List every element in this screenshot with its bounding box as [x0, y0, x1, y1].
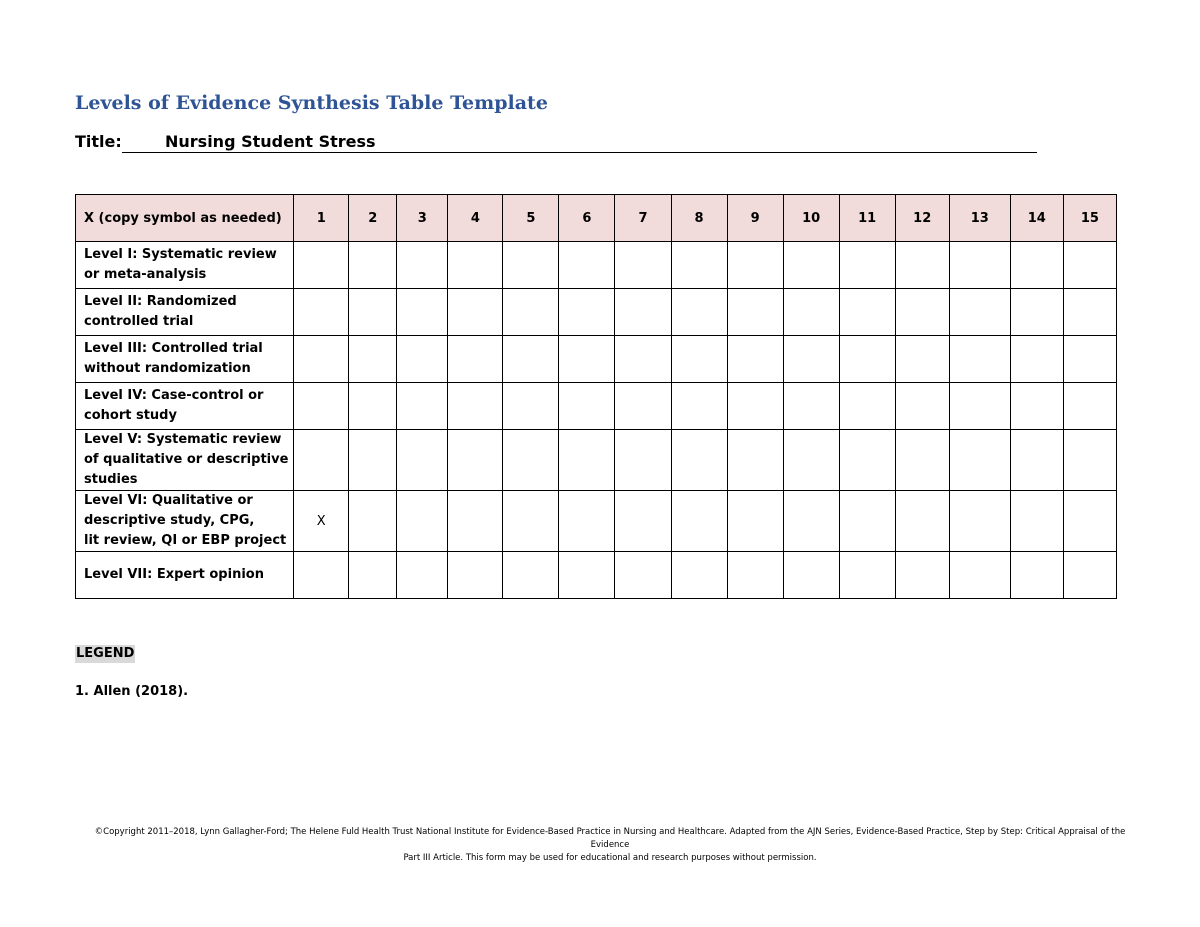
evidence-mark-cell[interactable]: [503, 383, 559, 430]
evidence-mark-cell[interactable]: [895, 552, 949, 599]
evidence-mark-cell[interactable]: [727, 430, 783, 491]
evidence-mark-cell[interactable]: [1063, 383, 1116, 430]
evidence-mark-cell[interactable]: [783, 491, 839, 552]
evidence-mark-cell[interactable]: [1063, 552, 1116, 599]
evidence-mark-cell[interactable]: [949, 552, 1010, 599]
evidence-level-line: Level I: Systematic review: [84, 247, 277, 262]
evidence-mark-cell[interactable]: [671, 383, 727, 430]
evidence-mark-cell[interactable]: [503, 289, 559, 336]
evidence-mark-cell[interactable]: [1010, 430, 1063, 491]
header-column-13: 13: [949, 195, 1010, 242]
evidence-level-line: Level VII: Expert opinion: [84, 567, 264, 582]
evidence-level-line: Level IV: Case-control or: [84, 388, 264, 403]
evidence-level-label: [76, 430, 294, 491]
header-column-12: 12: [895, 195, 949, 242]
evidence-mark-cell[interactable]: [727, 289, 783, 336]
evidence-mark-cell[interactable]: [349, 336, 397, 383]
evidence-mark-cell[interactable]: [949, 383, 1010, 430]
evidence-level-line: descriptive study, CPG,: [84, 513, 255, 528]
evidence-level-line: Level V: Systematic review: [84, 432, 282, 447]
evidence-mark-cell[interactable]: [949, 491, 1010, 552]
evidence-mark-cell[interactable]: [1010, 242, 1063, 289]
evidence-mark-cell[interactable]: [895, 242, 949, 289]
evidence-level-label: [76, 491, 294, 552]
evidence-level-line: Level II: Randomized: [84, 294, 237, 309]
evidence-level-line: lit review, QI or EBP project: [84, 533, 287, 548]
footer-line-1: ©Copyright 2011–2018, Lynn Gallagher-Ford; The Helene Fuld Health Trust National Institute for Evidence-Based Practice in Nursing and Healthcare. Adapted from the AJN Series, Evidence-Based Practice, Step by Step: Critical Appraisal of the Evidence: [94, 827, 1126, 850]
evidence-mark-cell[interactable]: [397, 491, 448, 552]
title-underline: [122, 152, 1037, 153]
evidence-mark-cell[interactable]: [671, 289, 727, 336]
evidence-mark-cell[interactable]: [1063, 289, 1116, 336]
table-row: [76, 242, 1117, 289]
evidence-synthesis-table: [75, 194, 1117, 599]
header-column-4: 4: [448, 195, 503, 242]
evidence-level-line: Level VI: Qualitative or: [84, 493, 253, 508]
evidence-mark-cell[interactable]: [1063, 242, 1116, 289]
evidence-level-label: [76, 383, 294, 430]
page-title: Levels of Evidence Synthesis Table Template: [75, 92, 548, 114]
header-column-10: 10: [783, 195, 839, 242]
evidence-mark-cell[interactable]: [671, 491, 727, 552]
evidence-level-label: [76, 289, 294, 336]
title-label: Title:: [75, 132, 122, 151]
evidence-mark-cell[interactable]: [448, 289, 503, 336]
evidence-mark-cell[interactable]: X: [294, 491, 349, 552]
evidence-mark-cell[interactable]: [559, 336, 615, 383]
header-column-3: 3: [397, 195, 448, 242]
evidence-mark-cell[interactable]: [671, 430, 727, 491]
evidence-mark-cell[interactable]: [783, 430, 839, 491]
evidence-mark-cell[interactable]: [503, 242, 559, 289]
legend-item: 1. Allen (2018).: [75, 684, 189, 699]
evidence-mark-cell[interactable]: [1010, 491, 1063, 552]
table-row: [76, 491, 1117, 552]
evidence-mark-cell[interactable]: [727, 336, 783, 383]
evidence-mark-cell[interactable]: [727, 491, 783, 552]
evidence-mark-cell[interactable]: [727, 383, 783, 430]
evidence-mark-cell[interactable]: [294, 383, 349, 430]
evidence-mark-cell[interactable]: [294, 552, 349, 599]
evidence-mark-cell[interactable]: [839, 491, 895, 552]
header-column-5: 5: [503, 195, 559, 242]
evidence-mark-cell[interactable]: [949, 242, 1010, 289]
evidence-level-line: studies: [84, 472, 138, 487]
evidence-mark-cell[interactable]: [615, 242, 671, 289]
evidence-mark-cell[interactable]: [349, 552, 397, 599]
header-column-6: 6: [559, 195, 615, 242]
evidence-mark-cell[interactable]: [615, 336, 671, 383]
evidence-mark-cell[interactable]: [397, 430, 448, 491]
evidence-mark-cell[interactable]: [615, 289, 671, 336]
evidence-mark-cell[interactable]: [949, 336, 1010, 383]
evidence-mark-cell[interactable]: [397, 289, 448, 336]
evidence-mark-cell[interactable]: [727, 552, 783, 599]
evidence-mark-cell[interactable]: [503, 336, 559, 383]
evidence-level-line: cohort study: [84, 408, 177, 423]
evidence-mark-cell[interactable]: [615, 430, 671, 491]
evidence-mark-cell[interactable]: [397, 242, 448, 289]
evidence-mark-cell[interactable]: [349, 430, 397, 491]
header-column-9: 9: [727, 195, 783, 242]
table-row: [76, 336, 1117, 383]
evidence-mark-cell[interactable]: [559, 289, 615, 336]
evidence-mark-cell[interactable]: [448, 552, 503, 599]
evidence-mark-cell[interactable]: [559, 242, 615, 289]
evidence-level-line: controlled trial: [84, 314, 194, 329]
evidence-mark-cell[interactable]: [839, 336, 895, 383]
evidence-mark-cell[interactable]: [783, 242, 839, 289]
evidence-mark-cell[interactable]: [615, 491, 671, 552]
evidence-mark-cell[interactable]: [895, 430, 949, 491]
evidence-mark-cell[interactable]: [727, 242, 783, 289]
evidence-mark-cell[interactable]: [397, 336, 448, 383]
header-first-cell: X (copy symbol as needed): [76, 195, 294, 242]
evidence-mark-cell[interactable]: [397, 383, 448, 430]
evidence-mark-cell[interactable]: [559, 430, 615, 491]
evidence-mark-cell[interactable]: [839, 242, 895, 289]
evidence-mark-cell[interactable]: [949, 430, 1010, 491]
header-column-2: 2: [349, 195, 397, 242]
evidence-mark-cell[interactable]: [895, 383, 949, 430]
evidence-mark-cell[interactable]: [1010, 552, 1063, 599]
evidence-mark-cell[interactable]: [294, 430, 349, 491]
evidence-mark-cell[interactable]: [1063, 491, 1116, 552]
title-field: [75, 132, 1037, 154]
evidence-mark-cell[interactable]: [448, 383, 503, 430]
table-body: [76, 242, 1117, 599]
evidence-mark-cell[interactable]: [895, 491, 949, 552]
evidence-mark-cell[interactable]: [559, 383, 615, 430]
evidence-mark-cell[interactable]: [839, 383, 895, 430]
evidence-mark-cell[interactable]: [949, 289, 1010, 336]
evidence-mark-cell[interactable]: [783, 336, 839, 383]
evidence-mark-cell[interactable]: [448, 491, 503, 552]
table-row: [76, 552, 1117, 599]
evidence-mark-cell[interactable]: [895, 336, 949, 383]
evidence-mark-cell[interactable]: [448, 336, 503, 383]
evidence-mark-cell[interactable]: [503, 430, 559, 491]
table-row: [76, 289, 1117, 336]
evidence-level-line: Level III: Controlled trial: [84, 341, 263, 356]
evidence-level-line: of qualitative or descriptive: [84, 452, 289, 467]
header-column-8: 8: [671, 195, 727, 242]
table-header-row: [76, 195, 1117, 242]
evidence-mark-cell[interactable]: [615, 383, 671, 430]
evidence-level-label: [76, 552, 294, 599]
evidence-mark-cell[interactable]: [783, 552, 839, 599]
title-value: Nursing Student Stress: [165, 132, 376, 151]
header-column-1: 1: [294, 195, 349, 242]
evidence-mark-cell[interactable]: [671, 242, 727, 289]
evidence-level-line: or meta-analysis: [84, 267, 207, 282]
evidence-mark-cell[interactable]: [671, 552, 727, 599]
evidence-mark-cell[interactable]: [349, 383, 397, 430]
table-row: [76, 430, 1117, 491]
evidence-mark-cell[interactable]: [349, 289, 397, 336]
footer-line-2: Part III Article. This form may be used for educational and research purposes without permission.: [403, 853, 817, 863]
evidence-mark-cell[interactable]: [783, 383, 839, 430]
evidence-mark-cell[interactable]: [559, 491, 615, 552]
evidence-mark-cell[interactable]: [895, 289, 949, 336]
evidence-mark-cell[interactable]: [349, 491, 397, 552]
evidence-mark-cell[interactable]: [503, 491, 559, 552]
evidence-mark-cell[interactable]: [1063, 430, 1116, 491]
header-column-7: 7: [615, 195, 671, 242]
evidence-mark-cell[interactable]: [294, 242, 349, 289]
evidence-mark-cell[interactable]: [397, 552, 448, 599]
evidence-mark-cell[interactable]: [839, 289, 895, 336]
copyright-footer: [75, 826, 1145, 865]
header-column-14: 14: [1010, 195, 1063, 242]
evidence-mark-cell[interactable]: [559, 552, 615, 599]
evidence-mark-cell[interactable]: [1063, 336, 1116, 383]
evidence-mark-cell[interactable]: [1010, 289, 1063, 336]
evidence-mark-cell[interactable]: [615, 552, 671, 599]
evidence-mark-cell[interactable]: [503, 552, 559, 599]
evidence-mark-cell[interactable]: [294, 336, 349, 383]
header-column-15: 15: [1063, 195, 1116, 242]
evidence-mark-cell[interactable]: [294, 289, 349, 336]
table-row: [76, 383, 1117, 430]
evidence-mark-cell[interactable]: [349, 242, 397, 289]
header-column-11: 11: [839, 195, 895, 242]
evidence-mark-cell[interactable]: [671, 336, 727, 383]
evidence-mark-cell[interactable]: [783, 289, 839, 336]
evidence-mark-cell[interactable]: [839, 430, 895, 491]
evidence-level-label: [76, 336, 294, 383]
evidence-mark-cell[interactable]: [448, 242, 503, 289]
evidence-mark-cell[interactable]: [448, 430, 503, 491]
evidence-mark-cell[interactable]: [1010, 383, 1063, 430]
evidence-level-label: [76, 242, 294, 289]
evidence-mark-cell[interactable]: [1010, 336, 1063, 383]
legend-heading: LEGEND: [76, 646, 135, 661]
evidence-level-line: without randomization: [84, 361, 251, 376]
evidence-mark-cell[interactable]: [839, 552, 895, 599]
